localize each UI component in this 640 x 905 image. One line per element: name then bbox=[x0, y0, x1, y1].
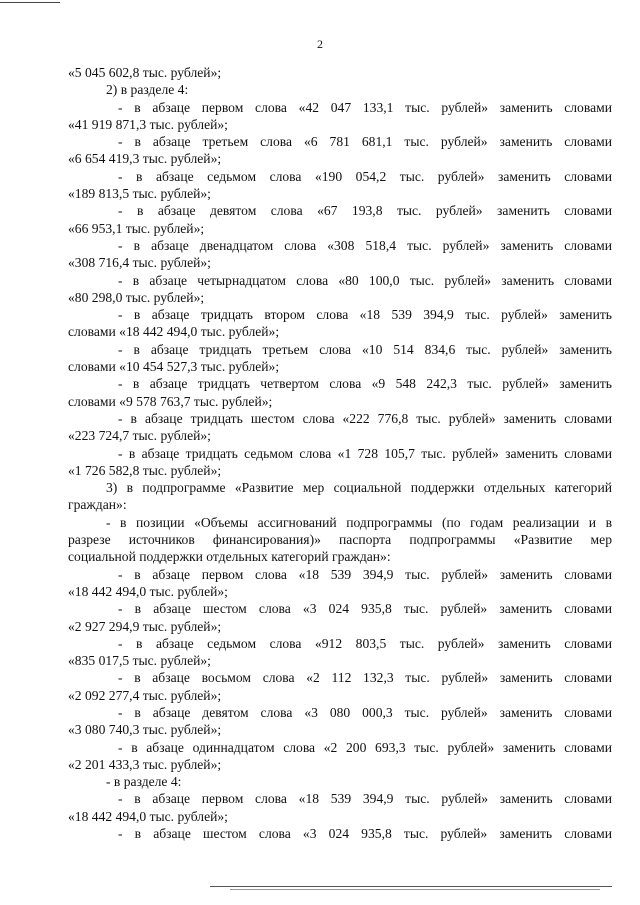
text-line: 2) в разделе 4: bbox=[106, 82, 189, 98]
text-line: - в абзаце седьмом слова «190 054,2 тыс. рублей» заменить словами bbox=[118, 168, 612, 184]
text-line: - в абзаце первом слова «18 539 394,9 тыс. рублей» заменить словами bbox=[118, 791, 612, 807]
text-line: граждан»: bbox=[68, 497, 127, 513]
text-line: «1 726 582,8 тыс. рублей»; bbox=[68, 462, 222, 478]
text-line: «2 927 294,9 тыс. рублей»; bbox=[68, 618, 222, 634]
text-line: «189 813,5 тыс. рублей»; bbox=[68, 186, 211, 202]
text-line: - в абзаце тридцать четвертом слова «9 548 242,3 тыс. рублей» заменить bbox=[118, 376, 612, 392]
text-line: - в абзаце третьем слова «6 781 681,1 тыс. рублей» заменить словами bbox=[118, 134, 612, 150]
text-line: - в абзаце девятом слова «3 080 000,3 тыс. рублей» заменить словами bbox=[118, 704, 612, 720]
text-line: «18 442 494,0 тыс. рублей»; bbox=[68, 808, 228, 824]
document-body bbox=[68, 64, 612, 842]
text-line: - в абзаце восьмом слова «2 112 132,3 тыс. рублей» заменить словами bbox=[118, 670, 612, 686]
text-line: словами «10 454 527,3 тыс. рублей»; bbox=[68, 359, 280, 375]
text-line: «18 442 494,0 тыс. рублей»; bbox=[68, 583, 228, 599]
text-line: «80 298,0 тыс. рублей»; bbox=[68, 289, 205, 305]
text-line: - в абзаце тридцать шестом слова «222 776,8 тыс. рублей» заменить словами bbox=[118, 410, 612, 426]
text-line: «5 045 602,8 тыс. рублей»; bbox=[68, 65, 222, 80]
text-line: «2 092 277,4 тыс. рублей»; bbox=[68, 687, 222, 703]
text-line: - в абзаце шестом слова «3 024 935,8 тыс. рублей» заменить словами bbox=[118, 826, 612, 842]
text-line: словами «18 442 494,0 тыс. рублей»; bbox=[68, 324, 280, 340]
text-line: - в абзаце шестом слова «3 024 935,8 тыс. рублей» заменить словами bbox=[118, 601, 612, 617]
corner-rule bbox=[0, 2, 60, 3]
text-line: - в позиции «Объемы ассигнований подпрограммы (по годам реализации и в bbox=[106, 514, 612, 530]
text-line: разрезе источников финансирования)» паспорта подпрограммы «Развитие мер bbox=[68, 532, 612, 548]
text-line: словами «9 578 763,7 тыс. рублей»; bbox=[68, 393, 273, 409]
text-line: - в абзаце тридцать третьем слова «10 514 834,6 тыс. рублей» заменить bbox=[118, 341, 612, 357]
text-line: «308 716,4 тыс. рублей»; bbox=[68, 255, 211, 271]
text-line: - в абзаце первом слова «18 539 394,9 тыс. рублей» заменить словами bbox=[118, 566, 612, 582]
text-line: - в разделе 4: bbox=[106, 774, 182, 790]
text-line: - в абзаце тридцать седьмом слова «1 728 105,7 тыс. рублей» заменить словами bbox=[118, 445, 612, 461]
page-number: 2 bbox=[317, 37, 323, 51]
text-line: - в абзаце двенадцатом слова «308 518,4 тыс. рублей» заменить словами bbox=[118, 237, 612, 253]
text-line: «41 919 871,3 тыс. рублей»; bbox=[68, 116, 228, 132]
text-line: «835 017,5 тыс. рублей»; bbox=[68, 653, 211, 669]
text-line: «6 654 419,3 тыс. рублей»; bbox=[68, 151, 222, 167]
text-line: - в абзаце одиннадцатом слова «2 200 693,3 тыс. рублей» заменить словами bbox=[118, 739, 612, 755]
text-line: «66 953,1 тыс. рублей»; bbox=[68, 220, 205, 236]
footer-rule bbox=[210, 886, 612, 887]
text-line: - в абзаце тридцать втором слова «18 539 394,9 тыс. рублей» заменить bbox=[118, 307, 612, 323]
text-line: - в абзаце четырнадцатом слова «80 100,0 тыс. рублей» заменить словами bbox=[118, 272, 612, 288]
text-line: 3) в подпрограмме «Развитие мер социальной поддержки отдельных категорий bbox=[106, 480, 612, 496]
footer-rule-secondary bbox=[230, 889, 600, 890]
text-line: социальной поддержки отдельных категорий граждан»: bbox=[68, 549, 391, 565]
text-line: - в абзаце седьмом слова «912 803,5 тыс. рублей» заменить словами bbox=[118, 635, 612, 651]
text-line: - в абзаце первом слова «42 047 133,1 тыс. рублей» заменить словами bbox=[118, 99, 612, 115]
text-line: - в абзаце девятом слова «67 193,8 тыс. рублей» заменить словами bbox=[118, 203, 612, 219]
text-line: «2 201 433,3 тыс. рублей»; bbox=[68, 756, 222, 772]
text-line: «223 724,7 тыс. рублей»; bbox=[68, 428, 211, 444]
text-line: «3 080 740,3 тыс. рублей»; bbox=[68, 722, 222, 738]
